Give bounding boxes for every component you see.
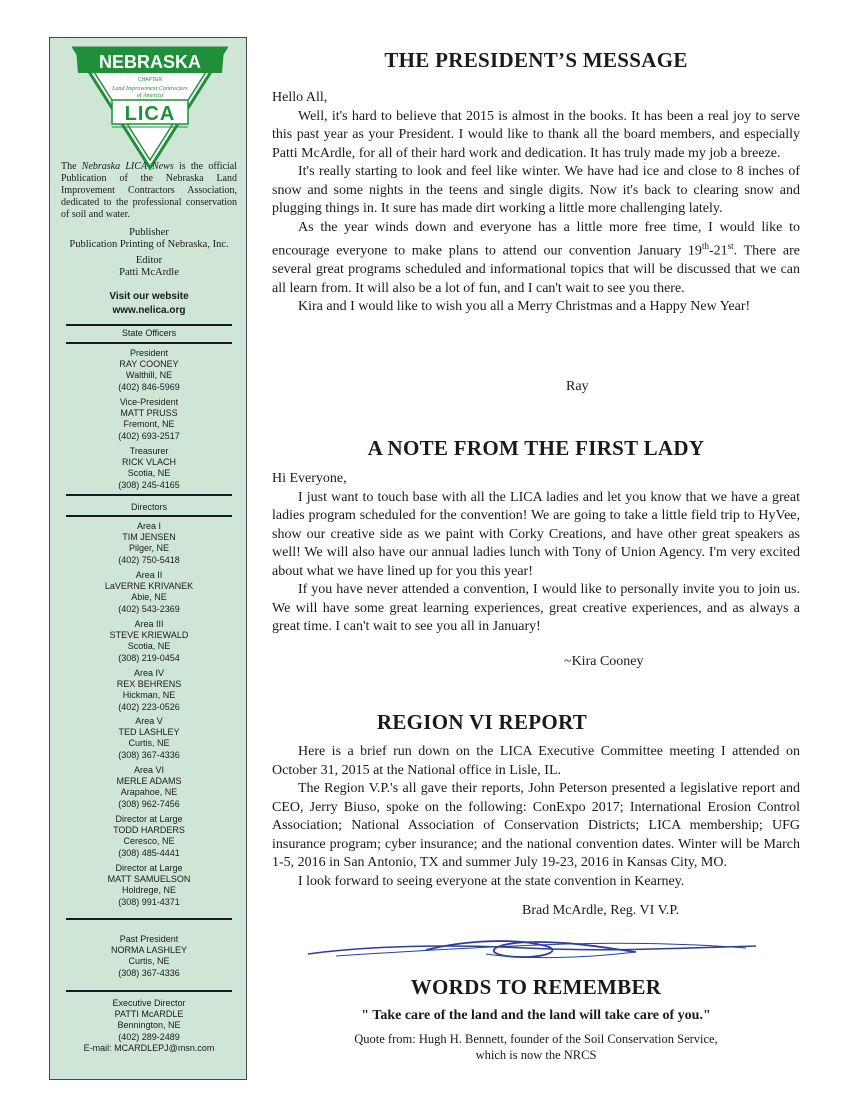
words-heading: WORDS TO REMEMBER xyxy=(410,975,662,999)
president-signature: Ray xyxy=(566,379,589,394)
director-area-4: Area IV REX BEHRENS Hickman, NE (402) 223-0526 xyxy=(116,668,182,712)
executive-director-email: E-mail: MCARDLEPJ@msn.com xyxy=(83,1042,215,1053)
state-officers-label: State Officers xyxy=(121,328,177,338)
director-area-6: Area VI MERLE ADAMS Arapahoe, NE (308) 962-7456 xyxy=(116,765,182,809)
director-at-large-2: Director at Large MATT SAMUELSON Holdrege, NE (308) 991-4371 xyxy=(107,863,191,907)
publication-description: The Nebraska LICA News is the official Publication of the Nebraska Land Improvement Contractors Association, dedicated to the professional conservation of soil and water. xyxy=(61,161,238,220)
director-area-5: Area V TED LASHLEY Curtis, NE (308) 367-4336 xyxy=(118,716,180,760)
region-report-signature: Brad McArdle, Reg. VI V.P. xyxy=(522,903,680,918)
logo-org-line-2: of America xyxy=(136,93,164,99)
editor-name: Patti McArdle xyxy=(119,267,179,278)
logo-chapter: CHAPTER xyxy=(138,77,162,83)
website-label: Visit our website xyxy=(109,291,189,302)
divider xyxy=(66,494,232,496)
logo-acronym: LICA xyxy=(124,103,176,125)
region-report-heading: REGION VI REPORT xyxy=(376,710,588,734)
paragraph: Here is a brief run down on the LICA Executive Committee meeting I attended on October 31, 2015 at the National office in Lisle, IL. xyxy=(272,744,800,778)
director-at-large-1: Director at Large TODD HARDERS Ceresco, NE (308) 485-4441 xyxy=(113,814,185,858)
president-message-body xyxy=(272,89,800,317)
officer-president: President RAY COONEY Walthill, NE (402) 846-5969 xyxy=(118,348,180,392)
editor-label: Editor xyxy=(135,255,163,266)
quote-source: Quote from: Hugh H. Bennett, founder of the Soil Conservation Service, which is now the NRCS xyxy=(354,1032,718,1062)
paragraph: I just want to touch base with all the LICA ladies and let you know that we have a great ladies program scheduled for the convention! We are going to take a little field trip to HyVee, show our creative side as we paint with Corky Creations, and have other great speakers as well! We will also have our annual ladies lunch with Tony of Union Agency. I'm very excited about what we have lined up for you this year! xyxy=(272,489,800,579)
paragraph: If you have never attended a convention, I would like to personally invite you to join us. We will have some great learning experiences, great creative experiences, and as always a great time. I can't wait to see you all in January! xyxy=(272,582,800,634)
publication-name: Nebraska LICA News xyxy=(81,161,174,172)
paragraph: It's really starting to look and feel like winter. We have had ice and close to 8 inches of snow and some nights in the teens and single digits. Now it's back to clearing snow and plugging things in. It sure has made dirt working a little more challenging lately. xyxy=(272,164,800,216)
divider xyxy=(66,324,232,326)
paragraph: Well, it's hard to believe that 2015 is almost in the books. It has been a real joy to serve this past year as your President. I would like to thank all the board members, and especially Patti McArdle, for all of their hard work and dedication. It has truly made my job a breeze. xyxy=(272,108,800,161)
quote-text: " Take care of the land and the land will take care of you." xyxy=(361,1008,711,1023)
divider xyxy=(66,515,232,517)
officer-treasurer: Treasurer RICK VLACH Scotia, NE (308) 245-4165 xyxy=(118,446,180,490)
sidebar xyxy=(49,37,247,1080)
greeting: Hello All, xyxy=(272,90,328,105)
paragraph: Kira and I would like to wish you all a Merry Christmas and a Happy New Year! xyxy=(298,299,751,315)
past-president: Past President NORMA LASHLEY Curtis, NE (308) 367-4336 xyxy=(110,934,188,978)
paragraph: As the year winds down and everyone has a little more free time, I would like to encourage everyone to make plans to attend our convention January 19th-21st. There are several great programs scheduled and informational topics that will be discussed that we can all learn from. It will also be a lot of fun, and I can't wait to see you there. xyxy=(272,219,800,296)
president-message-heading: THE PRESIDENT’S MESSAGE xyxy=(384,48,688,72)
paragraph: The Region V.P.'s all gave their reports, John Peterson presented a legislative report and CEO, Jerry Biuso, spoke on the following: ConExpo 2017; International Erosion Control Association; National Association of Conservation Districts; LICA membership; UFG insurance program; cyber insurance; and the national convention dates. Winter will be March 1-5, 2016 in San Antonio, TX and summer July 19-23, 2016 in Kansas City, MO. xyxy=(272,781,800,870)
divider xyxy=(66,918,232,920)
first-lady-heading: A NOTE FROM THE FIRST LADY xyxy=(367,436,705,460)
publisher-label: Publisher xyxy=(129,227,169,238)
divider xyxy=(66,990,232,992)
first-lady-signature: ~Kira Cooney xyxy=(564,654,644,669)
greeting: Hi Everyone, xyxy=(272,471,347,486)
directors-label: Directors xyxy=(130,502,167,512)
publisher-name: Publication Printing of Nebraska, Inc. xyxy=(69,239,229,250)
divider xyxy=(66,342,232,344)
officer-vice-president: Vice-President MATT PRUSS Fremont, NE (402) 693-2517 xyxy=(118,397,180,441)
executive-director: Executive Director PATTI McARDLE Bennington, NE (402) 289-2489 E-mail: MCARDLEPJ@msn.com xyxy=(50,998,248,1054)
director-area-3: Area III STEVE KRIEWALD Scotia, NE (308) 219-0454 xyxy=(109,619,189,663)
nebraska-lica-logo xyxy=(72,46,228,170)
region-report-body xyxy=(272,743,800,891)
logo-org-line-1: Land Improvement Contractors xyxy=(112,86,188,92)
first-lady-body xyxy=(272,470,800,637)
director-area-2: Area II LaVERNE KRIVANEK Abie, NE (402) 543-2369 xyxy=(104,570,194,614)
paragraph: I look forward to seeing everyone at the state convention in Kearney. xyxy=(298,873,685,889)
director-area-1: Area I TIM JENSEN Pilger, NE (402) 750-5418 xyxy=(118,521,180,565)
website-link[interactable]: www.nelica.org xyxy=(112,305,186,316)
logo-title: NEBRASKA xyxy=(98,52,202,72)
decorative-flourish xyxy=(306,936,758,966)
